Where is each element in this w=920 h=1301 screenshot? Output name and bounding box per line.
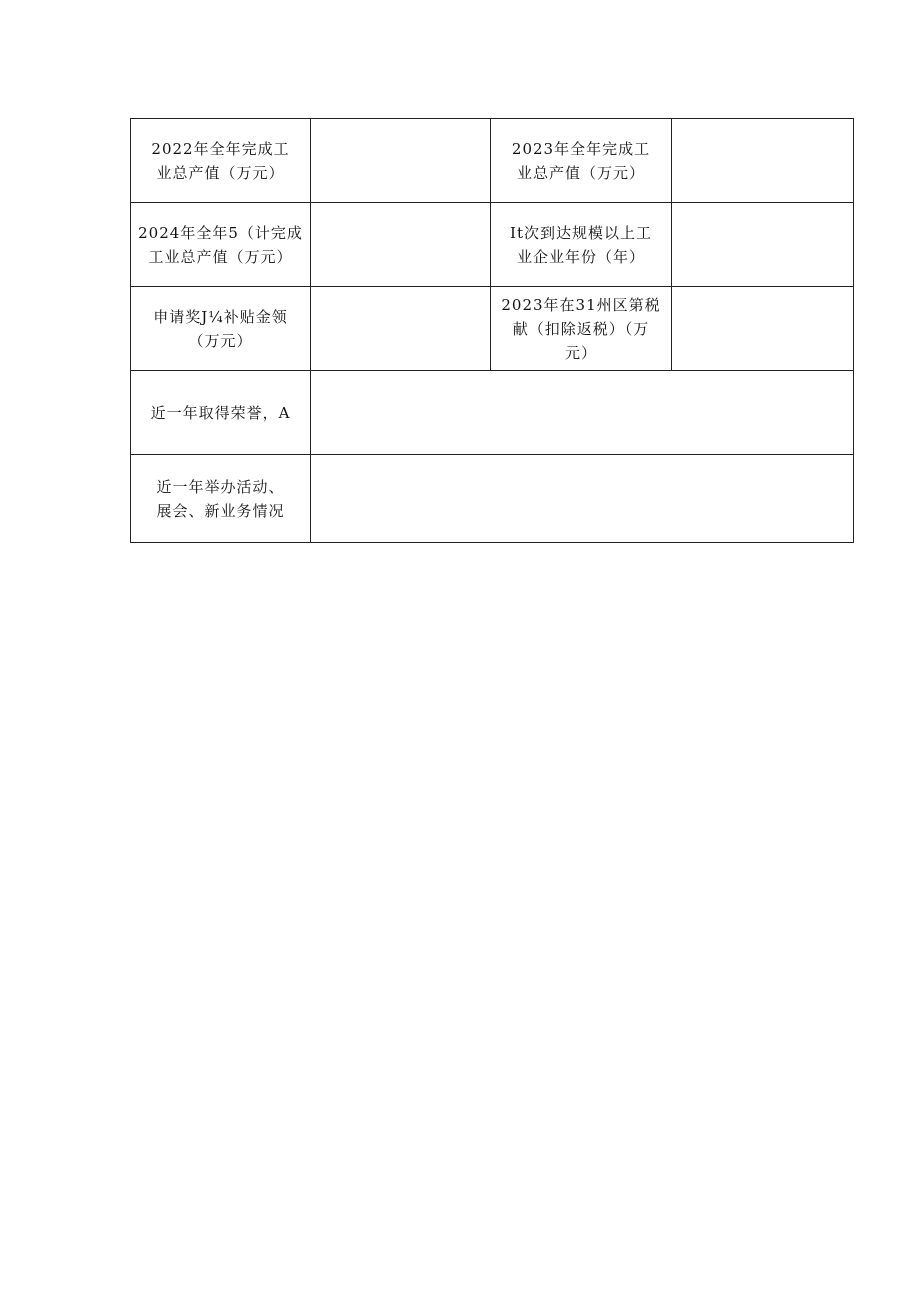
label-line: 2023年全年完成工 (511, 139, 651, 158)
label-tax-contribution (491, 287, 672, 371)
value-output-2023-field[interactable] (672, 119, 854, 203)
label-line: 业企业年份（年） (516, 247, 645, 266)
label-line: 近一年举办活动、 (156, 477, 285, 496)
label-line: 近一年取得荣誉，A (150, 403, 291, 422)
label-line: 业总产值（万元） (516, 163, 645, 182)
form-row-output-2024-scale-year (131, 203, 854, 287)
label-line: 业总产值（万元） (156, 163, 285, 182)
label-line: It次到达规模以上工 (510, 223, 652, 242)
label-line: 申请奖J¼补贴金领 (153, 307, 288, 326)
label-line: 工业总产值（万元） (148, 247, 293, 266)
label-line: 2023年在31州区第税 (501, 295, 661, 314)
label-line: 展会、新业务情况 (156, 501, 285, 520)
value-tax-contribution-field[interactable] (672, 287, 854, 371)
label-line: （万元） (188, 331, 253, 350)
label-subsidy-amount (131, 287, 311, 371)
label-output-2023 (491, 119, 672, 203)
application-form-table (130, 118, 854, 543)
value-honors-field[interactable] (311, 371, 854, 455)
label-line: 2022年全年完成工 (151, 139, 290, 158)
label-line: 元） (564, 343, 597, 362)
form-row-honors (131, 371, 854, 455)
value-output-2022-field[interactable] (311, 119, 491, 203)
form-row-subsidy-tax (131, 287, 854, 371)
value-activities-field[interactable] (311, 455, 854, 543)
label-output-2022 (131, 119, 311, 203)
value-scale-year-field[interactable] (672, 203, 854, 287)
label-line: 2024年全年5（计完成 (138, 223, 303, 242)
form-row-activities (131, 455, 854, 543)
label-line: 献（扣除返税）（万 (512, 319, 650, 338)
label-scale-year (491, 203, 672, 287)
value-subsidy-amount-field[interactable] (311, 287, 491, 371)
label-activities (131, 455, 311, 543)
value-output-2024-field[interactable] (311, 203, 491, 287)
label-honors (131, 371, 311, 455)
label-output-2024 (131, 203, 311, 287)
form-row-output-2022-2023 (131, 119, 854, 203)
